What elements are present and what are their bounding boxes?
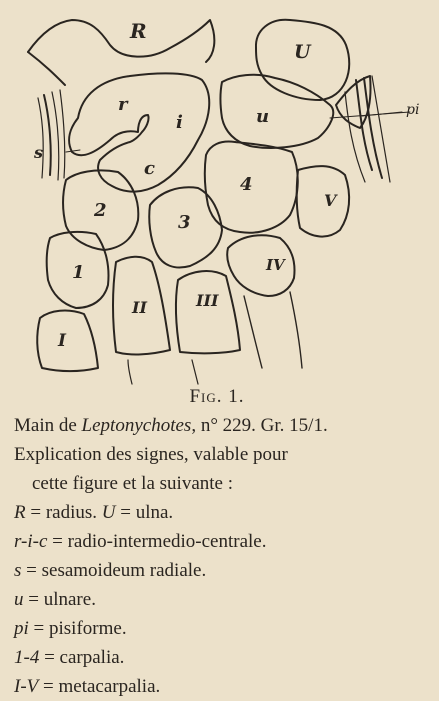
label-4: 4 xyxy=(240,174,253,195)
legend-symbol: R xyxy=(14,502,26,523)
caption-line-1-pre: Main de xyxy=(14,415,82,436)
label-u: u xyxy=(256,106,270,127)
caption-line-2: Explication des signes, valable pour xyxy=(14,444,288,465)
legend-definition: = metacarpalia. xyxy=(38,676,161,697)
radio-intermedio-centrale-bone xyxy=(69,73,209,191)
caption-line-3: cette figure et la suivante : xyxy=(32,473,233,494)
legend-symbol: u xyxy=(14,589,24,610)
label-R: R xyxy=(130,19,147,43)
legend-symbol: pi xyxy=(14,618,29,639)
legend-symbol: I-V xyxy=(14,676,39,697)
legend-symbol: 1-4 xyxy=(14,647,40,668)
legend-item-metacarpalia xyxy=(14,672,434,701)
legend-definition: = carpalia. xyxy=(39,647,125,668)
metacarpale-I-bone xyxy=(37,311,98,371)
label-V: V xyxy=(324,191,337,210)
metacarpale-V-bone xyxy=(297,166,349,237)
legend-definition: = pisiforme. xyxy=(28,618,127,639)
legend-symbol: U xyxy=(101,502,116,523)
caption-genus: Leptonychotes xyxy=(81,415,192,436)
legend-item-pi xyxy=(14,614,434,643)
legend-definition: = ulnare. xyxy=(23,589,96,610)
label-II: II xyxy=(132,298,147,317)
legend-item-carpalia xyxy=(14,643,434,672)
radius-bone xyxy=(28,20,214,62)
figure-caption xyxy=(14,382,434,701)
label-IV: IV xyxy=(266,256,285,274)
label-1: 1 xyxy=(72,262,85,283)
legend-definition: = radius. xyxy=(25,502,102,523)
legend-definition: = ulna. xyxy=(115,502,174,523)
label-i: i xyxy=(176,112,183,133)
label-3: 3 xyxy=(178,212,191,233)
figure-title: Fig. 1. xyxy=(189,386,245,407)
caption-line-1 xyxy=(14,411,434,440)
legend-definition: = radio-intermedio-centrale. xyxy=(47,531,267,552)
label-2: 2 xyxy=(94,200,107,221)
label-s: s xyxy=(34,143,44,162)
caption-line-1-post: , n° 229. Gr. 15/1. xyxy=(191,415,328,436)
label-c: c xyxy=(144,158,155,179)
ulnare-bone xyxy=(221,75,334,148)
label-pi: pi xyxy=(406,102,420,118)
legend-symbol: s xyxy=(14,560,22,581)
legend-item-u xyxy=(14,585,434,614)
metacarpale-III-bone xyxy=(176,271,240,353)
label-I: I xyxy=(58,331,66,351)
label-r: r xyxy=(118,94,128,115)
legend-symbol: r-i-c xyxy=(14,531,48,552)
legend-item-ric xyxy=(14,527,434,556)
legend-item-s xyxy=(14,556,434,585)
label-U: U xyxy=(294,41,311,63)
legend-item-radius-ulna xyxy=(14,498,434,527)
legend-definition: = sesamoideum radiale. xyxy=(21,560,207,581)
label-III: III xyxy=(196,291,219,310)
